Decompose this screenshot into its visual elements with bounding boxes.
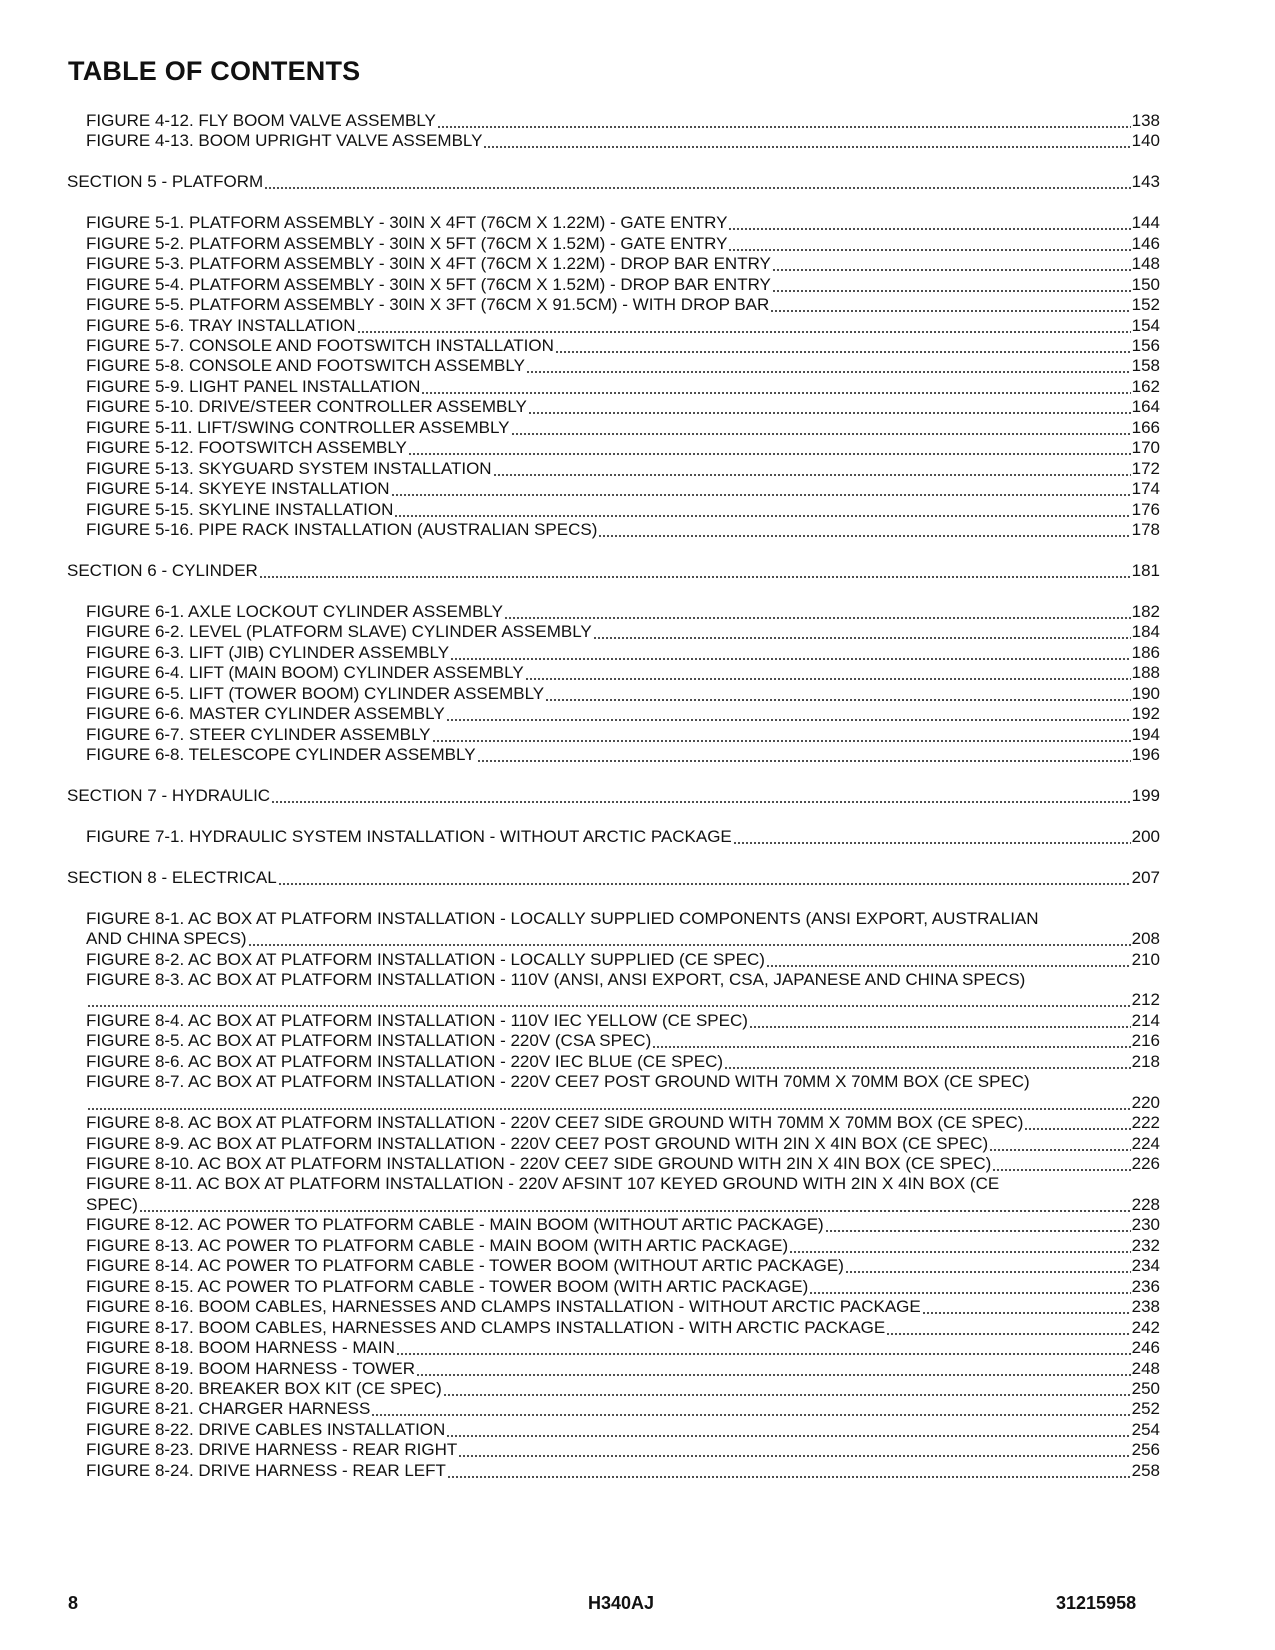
- toc-entry-title: FIGURE 4-12. FLY BOOM VALVE ASSEMBLY: [86, 111, 436, 130]
- toc-entry-title: FIGURE 6-4. LIFT (MAIN BOOM) CYLINDER ASSEMBLY: [86, 663, 524, 683]
- toc-figure-entry[interactable]: [86, 212, 1160, 233]
- toc-dot-leader: [87, 1092, 1131, 1113]
- toc-entry-title: FIGURE 8-18. BOOM HARNESS - MAIN: [86, 1338, 395, 1357]
- toc-figure-entry[interactable]: [86, 601, 1160, 622]
- toc-page-number: 242: [1131, 1317, 1160, 1337]
- toc-dot-leader: [477, 744, 1131, 765]
- toc-dot-leader: [772, 253, 1131, 274]
- toc-figure-entry[interactable]: [86, 1358, 1160, 1379]
- toc-figure-entry[interactable]: [86, 355, 1160, 376]
- toc-entry-title: FIGURE 5-3. PLATFORM ASSEMBLY - 30IN X 4FT (76CM X 1.22M) - DROP BAR ENTRY: [86, 254, 771, 274]
- toc-entry-title: FIGURE 5-8. CONSOLE AND FOOTSWITCH ASSEMBLY: [86, 356, 525, 376]
- toc-entry-title: FIGURE 6-3. LIFT (JIB) CYLINDER ASSEMBLY: [86, 642, 450, 662]
- toc-page-number: 252: [1131, 1399, 1160, 1419]
- toc-figure-entry[interactable]: [86, 1235, 1160, 1256]
- toc-page-number: 194: [1131, 724, 1160, 744]
- toc-page-number: 164: [1131, 397, 1160, 417]
- toc-figure-entry[interactable]: [86, 1194, 1160, 1215]
- toc-figure-entry[interactable]: [86, 315, 1160, 336]
- toc-page-number: 138: [1131, 111, 1160, 130]
- toc-page-number: 196: [1131, 745, 1160, 764]
- toc-figure-entry[interactable]: [86, 1419, 1160, 1440]
- toc-page-number: 192: [1131, 704, 1160, 724]
- toc-entry-title: FIGURE 8-10. AC BOX AT PLATFORM INSTALLATION - 220V CEE7 SIDE GROUND WITH 2IN X 4IN BOX (CE SPEC): [86, 1154, 992, 1173]
- toc-dot-leader: [493, 458, 1131, 479]
- toc-entry-title: FIGURE 8-3. AC BOX AT PLATFORM INSTALLATION - 110V (ANSI, ANSI EXPORT, CSA, JAPANESE AND CHINA SPECS): [86, 969, 1026, 989]
- toc-figure-entry[interactable]: [86, 703, 1160, 724]
- toc-figure-entry[interactable]: [86, 110, 1160, 131]
- toc-page-number: 178: [1131, 520, 1160, 539]
- footer-doc-number: 31215958: [1056, 1593, 1137, 1613]
- toc-page-number: 182: [1131, 601, 1160, 621]
- toc-dot-leader: [446, 703, 1131, 724]
- toc-figure-entry[interactable]: [86, 376, 1160, 397]
- toc-figure-entry[interactable]: [86, 294, 1160, 315]
- toc-entry-title: FIGURE 5-16. PIPE RACK INSTALLATION (AUSTRALIAN SPECS): [86, 520, 598, 539]
- toc-page-number: 254: [1131, 1419, 1160, 1439]
- toc-section-entry[interactable]: [67, 560, 1160, 581]
- toc-entry-title: SECTION 7 - HYDRAULIC: [67, 785, 271, 805]
- toc-dot-leader: [396, 1337, 1131, 1358]
- toc-dot-leader: [264, 171, 1130, 192]
- toc-entry-title: FIGURE 8-22. DRIVE CABLES INSTALLATION: [86, 1419, 446, 1439]
- toc-entry-title: FIGURE 5-7. CONSOLE AND FOOTSWITCH INSTALLATION: [86, 335, 554, 355]
- toc-dot-leader: [598, 519, 1130, 540]
- toc-entry-title: FIGURE 8-7. AC BOX AT PLATFORM INSTALLATION - 220V CEE7 POST GROUND WITH 70MM X 70MM BOX (CE SPEC): [86, 1072, 1030, 1092]
- toc-figure-entry[interactable]: [86, 1112, 1160, 1133]
- toc-entry-title: FIGURE 8-12. AC POWER TO PLATFORM CABLE - MAIN BOOM (WITHOUT ARTIC PACKAGE): [86, 1215, 824, 1235]
- toc-figure-entry[interactable]: [86, 621, 1160, 642]
- toc-page-number: 228: [1131, 1194, 1160, 1214]
- toc-figure-entry[interactable]: [86, 1030, 1160, 1051]
- toc-page-number: 140: [1131, 131, 1160, 151]
- toc-entry-title: FIGURE 7-1. HYDRAULIC SYSTEM INSTALLATION - WITHOUT ARCTIC PACKAGE: [86, 826, 732, 846]
- toc-page-number: 258: [1131, 1460, 1160, 1480]
- toc-dot-leader: [271, 785, 1131, 806]
- toc-page-number: 218: [1131, 1051, 1160, 1071]
- toc-page-number: 220: [1131, 1092, 1160, 1112]
- toc-figure-entry[interactable]: [86, 335, 1160, 356]
- toc-dot-leader: [1024, 1112, 1130, 1133]
- toc-page-number: 184: [1131, 622, 1160, 642]
- toc-figure-entry[interactable]: [86, 1317, 1160, 1338]
- toc-page-number: 154: [1131, 315, 1160, 335]
- toc-dot-leader: [845, 1255, 1131, 1276]
- toc-dot-leader: [446, 1419, 1130, 1440]
- toc-entry-title: FIGURE 5-9. LIGHT PANEL INSTALLATION: [86, 376, 421, 396]
- toc-entry-title: FIGURE 8-19. BOOM HARNESS - TOWER: [86, 1358, 416, 1378]
- toc-entry-title: FIGURE 8-11. AC BOX AT PLATFORM INSTALLATION - 220V AFSINT 107 KEYED GROUND WITH 2IN X 4IN BOX (CE: [86, 1174, 1000, 1194]
- toc-entry-title: FIGURE 6-8. TELESCOPE CYLINDER ASSEMBLY: [86, 745, 476, 764]
- toc-page-number: 208: [1131, 929, 1160, 948]
- toc-entry-title: FIGURE 5-15. SKYLINE INSTALLATION: [86, 499, 394, 519]
- toc-dot-leader: [528, 396, 1131, 417]
- toc-entry-title: FIGURE 8-14. AC POWER TO PLATFORM CABLE - TOWER BOOM (WITHOUT ARTIC PACKAGE): [86, 1256, 844, 1276]
- toc-page-number: 144: [1131, 213, 1160, 233]
- toc-page-number: 248: [1131, 1358, 1160, 1378]
- toc-dot-leader: [408, 437, 1131, 458]
- toc-section-entry[interactable]: [67, 171, 1160, 192]
- toc-entry-title: FIGURE 8-6. AC BOX AT PLATFORM INSTALLATION - 220V IEC BLUE (CE SPEC): [86, 1051, 724, 1071]
- toc-figure-entry[interactable]: [86, 417, 1160, 438]
- toc-page-number: 148: [1131, 254, 1160, 274]
- toc-entry-title: FIGURE 5-2. PLATFORM ASSEMBLY - 30IN X 5FT (76CM X 1.52M) - GATE ENTRY: [86, 233, 728, 253]
- toc-dot-leader: [259, 560, 1131, 581]
- toc-page-number: 156: [1131, 335, 1160, 355]
- toc-dot-leader: [416, 1358, 1131, 1379]
- toc-page-number: 200: [1131, 826, 1160, 846]
- toc-dot-leader: [724, 1051, 1131, 1072]
- toc-page-number: 166: [1131, 417, 1160, 437]
- toc-page-number: 174: [1131, 479, 1160, 499]
- toc-dot-leader: [555, 335, 1131, 356]
- toc-figure-entry[interactable]: [86, 1255, 1160, 1276]
- toc-dot-leader: [511, 417, 1131, 438]
- toc-section-entry[interactable]: [67, 785, 1160, 806]
- toc-dot-leader: [886, 1317, 1130, 1338]
- toc-figure-entry[interactable]: [86, 130, 1160, 151]
- toc-page-number: 170: [1131, 438, 1160, 458]
- toc-dot-leader: [526, 355, 1131, 376]
- toc-dot-leader: [728, 233, 1130, 254]
- toc-figure-entry[interactable]: [86, 274, 1160, 295]
- toc-entry-title: FIGURE 5-13. SKYGUARD SYSTEM INSTALLATION: [86, 458, 492, 478]
- toc-entry-title-continued: SPEC): [86, 1194, 138, 1214]
- toc-page-number: 143: [1131, 172, 1160, 192]
- toc-figure-entry[interactable]: [86, 662, 1160, 683]
- toc-dot-leader: [989, 1133, 1130, 1154]
- page-title: TABLE OF CONTENTS: [68, 56, 361, 86]
- toc-dot-leader: [525, 662, 1131, 683]
- toc-figure-entry[interactable]: [86, 253, 1160, 274]
- toc-page-number: 172: [1131, 458, 1160, 478]
- toc-dot-leader: [922, 1296, 1131, 1317]
- toc-figure-entry[interactable]: [86, 499, 1160, 520]
- toc-figure-entry[interactable]: [86, 642, 1160, 663]
- toc-entry-title: FIGURE 8-16. BOOM CABLES, HARNESSES AND CLAMPS INSTALLATION - WITHOUT ARCTIC PACKAGE: [86, 1297, 921, 1317]
- toc-dot-leader: [825, 1214, 1131, 1235]
- toc-dot-leader: [789, 1235, 1130, 1256]
- toc-figure-entry[interactable]: [86, 744, 1160, 765]
- toc-page-number: 210: [1131, 949, 1160, 969]
- toc-entry-title: FIGURE 8-9. AC BOX AT PLATFORM INSTALLATION - 220V CEE7 POST GROUND WITH 2IN X 4IN BOX (CE SPEC): [86, 1133, 989, 1153]
- toc-figure-entry[interactable]: [86, 1010, 1160, 1031]
- toc-entry-title: SECTION 6 - CYLINDER: [67, 560, 258, 580]
- toc-figure-entry[interactable]: [86, 478, 1160, 499]
- toc-entry-title: FIGURE 5-10. DRIVE/STEER CONTROLLER ASSEMBLY: [86, 397, 527, 417]
- toc-figure-entry[interactable]: [86, 724, 1160, 745]
- toc-page-number: 256: [1131, 1440, 1160, 1460]
- toc-dot-leader: [391, 478, 1131, 499]
- toc-entry-title: FIGURE 5-12. FOOTSWITCH ASSEMBLY: [86, 438, 407, 458]
- toc-figure-entry[interactable]: [86, 989, 1160, 1010]
- toc-figure-entry[interactable]: [86, 519, 1160, 540]
- toc-page-number: 207: [1131, 867, 1160, 887]
- toc-dot-leader: [458, 1439, 1130, 1460]
- toc-page-number: 250: [1131, 1378, 1160, 1398]
- toc-dot-leader: [139, 1194, 1131, 1215]
- toc-page-number: 152: [1131, 295, 1160, 314]
- toc-dot-leader: [447, 1460, 1131, 1481]
- toc-page-number: 238: [1131, 1297, 1160, 1317]
- toc-entry-title: FIGURE 5-14. SKYEYE INSTALLATION: [86, 479, 390, 499]
- toc-figure-entry[interactable]: [86, 1378, 1160, 1399]
- toc-entry-title: FIGURE 5-1. PLATFORM ASSEMBLY - 30IN X 4FT (76CM X 1.22M) - GATE ENTRY: [86, 213, 728, 233]
- toc-entry-title: FIGURE 8-23. DRIVE HARNESS - REAR RIGHT: [86, 1440, 458, 1460]
- toc-page-number: 181: [1131, 560, 1160, 580]
- toc-page-number: 188: [1131, 663, 1160, 683]
- toc-entry-title: FIGURE 8-8. AC BOX AT PLATFORM INSTALLATION - 220V CEE7 SIDE GROUND WITH 70MM X 70MM BOX (CE SPEC): [86, 1113, 1024, 1133]
- toc-entry-title: FIGURE 5-11. LIFT/SWING CONTROLLER ASSEMBLY: [86, 417, 510, 437]
- toc-figure-entry[interactable]: [86, 1398, 1160, 1419]
- toc-entry-title: FIGURE 8-24. DRIVE HARNESS - REAR LEFT: [86, 1460, 446, 1480]
- toc-page-number: 158: [1131, 356, 1160, 376]
- toc-page-number: 234: [1131, 1256, 1160, 1276]
- toc-figure-entry[interactable]: [86, 458, 1160, 479]
- toc-dot-leader: [278, 867, 1131, 888]
- toc-entry-title: FIGURE 8-5. AC BOX AT PLATFORM INSTALLATION - 220V (CSA SPEC): [86, 1031, 652, 1051]
- toc-dot-leader: [394, 499, 1130, 520]
- toc-dot-leader: [248, 928, 1131, 949]
- toc-page-number: 212: [1131, 990, 1160, 1010]
- toc-dot-leader: [728, 212, 1130, 233]
- toc-dot-leader: [652, 1030, 1130, 1051]
- toc-dot-leader: [421, 376, 1130, 397]
- toc-entry-title: FIGURE 6-5. LIFT (TOWER BOOM) CYLINDER ASSEMBLY: [86, 683, 545, 703]
- toc-page-number: 176: [1131, 499, 1160, 519]
- toc-dot-leader: [809, 1276, 1130, 1297]
- toc-entry-title: FIGURE 8-4. AC BOX AT PLATFORM INSTALLATION - 110V IEC YELLOW (CE SPEC): [86, 1010, 748, 1030]
- toc-dot-leader: [443, 1378, 1131, 1399]
- toc-figure-entry[interactable]: [86, 1051, 1160, 1072]
- toc-dot-leader: [371, 1398, 1130, 1419]
- toc-dot-leader: [437, 110, 1131, 131]
- toc-figure-entry[interactable]: [86, 396, 1160, 417]
- toc-figure-entry[interactable]: [86, 1296, 1160, 1317]
- toc-dot-leader: [749, 1010, 1131, 1031]
- toc-figure-entry[interactable]: [86, 826, 1160, 847]
- toc-dot-leader: [357, 315, 1131, 336]
- toc-figure-entry[interactable]: [86, 1460, 1160, 1481]
- toc-entry-title: FIGURE 4-13. BOOM UPRIGHT VALVE ASSEMBLY: [86, 131, 483, 151]
- toc-figure-entry[interactable]: [86, 683, 1160, 704]
- toc-figure-entry[interactable]: [86, 1337, 1160, 1358]
- toc-entry-title: FIGURE 8-20. BREAKER BOX KIT (CE SPEC): [86, 1378, 442, 1398]
- toc-page-number: 232: [1131, 1235, 1160, 1255]
- toc-page-number: 222: [1131, 1113, 1160, 1133]
- toc-page-number: 199: [1131, 785, 1160, 805]
- toc-figure-entry[interactable]: [86, 233, 1160, 254]
- footer-model: H340AJ: [588, 1593, 655, 1613]
- toc-entry-title: FIGURE 5-5. PLATFORM ASSEMBLY - 30IN X 3FT (76CM X 91.5CM) - WITH DROP BAR: [86, 295, 770, 314]
- toc-figure-entry[interactable]: [86, 1214, 1160, 1235]
- toc-dot-leader: [450, 642, 1131, 663]
- toc-entry-title: FIGURE 5-4. PLATFORM ASSEMBLY - 30IN X 5FT (76CM X 1.52M) - DROP BAR ENTRY: [86, 274, 771, 294]
- toc-entry-title: FIGURE 5-6. TRAY INSTALLATION: [86, 315, 356, 335]
- toc-entry-title: FIGURE 8-15. AC POWER TO PLATFORM CABLE - TOWER BOOM (WITH ARTIC PACKAGE): [86, 1276, 809, 1296]
- toc-figure-entry[interactable]: [86, 1092, 1160, 1113]
- toc-entry-title: FIGURE 6-6. MASTER CYLINDER ASSEMBLY: [86, 704, 445, 724]
- toc-dot-leader: [545, 683, 1130, 704]
- toc-entry-title: FIGURE 8-13. AC POWER TO PLATFORM CABLE - MAIN BOOM (WITH ARTIC PACKAGE): [86, 1235, 789, 1255]
- toc-entry-title: FIGURE 6-7. STEER CYLINDER ASSEMBLY: [86, 724, 431, 744]
- toc-page-number: 162: [1131, 376, 1160, 396]
- toc-figure-entry[interactable]: [86, 1153, 1160, 1174]
- toc-page-number: 146: [1131, 233, 1160, 253]
- toc-figure-entry[interactable]: [86, 437, 1160, 458]
- toc-entry-title-continued: AND CHINA SPECS): [86, 929, 247, 948]
- toc-figure-entry[interactable]: [86, 1133, 1160, 1154]
- toc-figure-entry[interactable]: [86, 1276, 1160, 1297]
- toc-entry-title: FIGURE 8-17. BOOM CABLES, HARNESSES AND CLAMPS INSTALLATION - WITH ARCTIC PACKAGE: [86, 1317, 886, 1337]
- toc-figure-entry[interactable]: [86, 928, 1160, 949]
- toc-page-number: 246: [1131, 1338, 1160, 1357]
- toc-page-number: 190: [1131, 683, 1160, 703]
- toc-entry-title: FIGURE 8-2. AC BOX AT PLATFORM INSTALLATION - LOCALLY SUPPLIED (CE SPEC): [86, 949, 765, 969]
- toc-dot-leader: [504, 601, 1131, 622]
- toc-page-number: 216: [1131, 1031, 1160, 1051]
- toc-page-number: 226: [1131, 1154, 1160, 1173]
- toc-page-number: 214: [1131, 1010, 1160, 1030]
- toc-entry-title: FIGURE 6-2. LEVEL (PLATFORM SLAVE) CYLINDER ASSEMBLY: [86, 622, 592, 642]
- toc-entry-title: FIGURE 8-1. AC BOX AT PLATFORM INSTALLATION - LOCALLY SUPPLIED COMPONENTS (ANSI EXPORT, AUSTRALIAN: [86, 908, 1039, 928]
- toc-dot-leader: [593, 621, 1131, 642]
- toc-entry-title: FIGURE 8-21. CHARGER HARNESS: [86, 1399, 371, 1419]
- toc-page-number: 150: [1131, 274, 1160, 294]
- toc-entry-title: FIGURE 6-1. AXLE LOCKOUT CYLINDER ASSEMBLY: [86, 601, 503, 621]
- footer-page-number: 8: [68, 1593, 79, 1613]
- toc-dot-leader: [87, 989, 1131, 1010]
- toc-dot-leader: [483, 130, 1130, 151]
- toc-dot-leader: [733, 826, 1131, 847]
- toc-dot-leader: [432, 724, 1131, 745]
- toc-dot-leader: [766, 949, 1131, 970]
- toc-entry-title: SECTION 8 - ELECTRICAL: [67, 867, 277, 887]
- toc-page-number: 236: [1131, 1276, 1160, 1296]
- toc-figure-entry[interactable]: [86, 1439, 1160, 1460]
- toc-figure-entry[interactable]: [86, 949, 1160, 970]
- toc-page-number: 224: [1131, 1133, 1160, 1153]
- toc-dot-leader: [992, 1153, 1130, 1174]
- toc-dot-leader: [772, 274, 1131, 295]
- toc-page-number: 186: [1131, 642, 1160, 662]
- toc-section-entry[interactable]: [67, 867, 1160, 888]
- toc-dot-leader: [770, 294, 1130, 315]
- toc-page-number: 230: [1131, 1215, 1160, 1235]
- toc-entry-title: SECTION 5 - PLATFORM: [67, 172, 264, 192]
